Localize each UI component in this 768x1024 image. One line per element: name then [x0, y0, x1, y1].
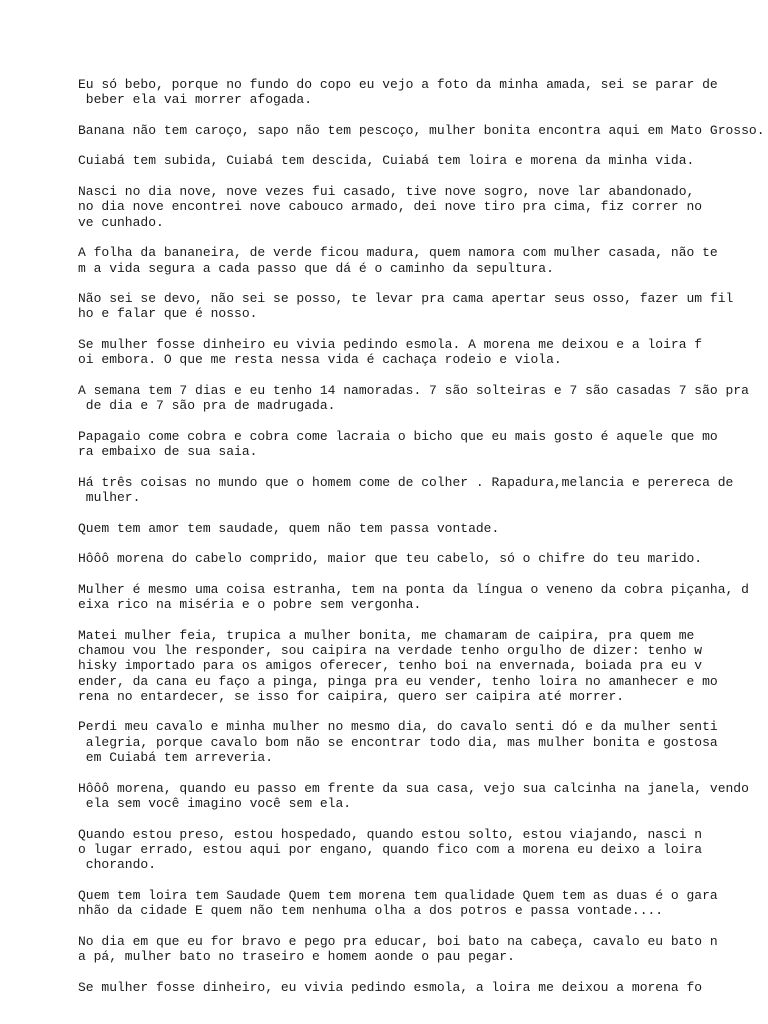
text-line: nhão da cidade E quem não tem nenhuma olha a dos potros e passa vontade....: [78, 903, 664, 919]
text-line: Banana não tem caroço, sapo não tem pescoço, mulher bonita encontra aqui em Mato Grosso.: [78, 122, 765, 138]
text-paragraph: [78, 184, 758, 230]
text-line: chorando.: [78, 857, 157, 873]
text-line: mulher.: [78, 490, 141, 506]
text-line: Quem tem amor tem saudade, quem não tem passa vontade.: [78, 520, 500, 536]
text-line: no dia nove encontrei nove cabouco armado, dei nove tiro pra cima, fiz correr no: [78, 199, 703, 215]
text-line: No dia em que eu for bravo e pego pra educar, boi bato na cabeça, cavalo eu bato n: [78, 933, 718, 949]
text-line: em Cuiabá tem arreveria.: [78, 750, 274, 766]
text-line: ender, da cana eu faço a pinga, pinga pra eu vender, tenho loira no amanhecer e mo: [78, 673, 718, 689]
text-line: Eu só bebo, porque no fundo do copo eu vejo a foto da minha amada, sei se parar de: [78, 77, 718, 92]
text-paragraph: [78, 934, 758, 965]
text-paragraph: [78, 781, 758, 812]
text-paragraph: [78, 827, 758, 873]
text-line: Quando estou preso, estou hospedado, quando estou solto, estou viajando, nasci n: [78, 826, 703, 842]
text-line: Perdi meu cavalo e minha mulher no mesmo dia, do cavalo senti dó e da mulher senti: [78, 719, 718, 735]
text-line: ve cunhado.: [78, 214, 164, 230]
text-paragraph: [78, 291, 758, 322]
document-body: [78, 77, 765, 1010]
text-line: A folha da bananeira, de verde ficou madura, quem namora com mulher casada, não te: [78, 245, 718, 261]
text-line: A semana tem 7 dias e eu tenho 14 namoradas. 7 são solteiras e 7 são casadas 7 são pra: [78, 382, 749, 398]
text-paragraph: [78, 582, 758, 613]
text-line: a pá, mulher bato no traseiro e homem aonde o pau pegar.: [78, 948, 515, 964]
text-line: Matei mulher feia, trupica a mulher bonita, me chamaram de caipira, pra quem me: [78, 627, 695, 643]
text-line: Quem tem loira tem Saudade Quem tem morena tem qualidade Quem tem as duas é o gara: [78, 887, 718, 903]
text-line: oi embora. O que me resta nessa vida é cachaça rodeio e viola.: [78, 352, 562, 368]
text-line: Hôôô morena, quando eu passo em frente da sua casa, vejo sua calcinha na janela, vendo: [78, 780, 749, 796]
text-line: hisky importado para os amigos oferecer, tenho boi na envernada, boiada pra eu v: [78, 658, 703, 674]
text-paragraph: [78, 980, 758, 995]
text-paragraph: [78, 77, 758, 108]
text-line: alegria, porque cavalo bom não se encontrar todo dia, mas mulher bonita e gostosa: [78, 734, 718, 750]
text-line: Papagaio come cobra e cobra come lacraia o bicho que eu mais gosto é aquele que mo: [78, 428, 718, 444]
text-paragraph: [78, 475, 758, 506]
text-paragraph: [78, 383, 758, 414]
text-paragraph: [78, 245, 758, 276]
text-line: Hôôô morena do cabelo comprido, maior que teu cabelo, só o chifre do teu marido.: [78, 551, 703, 567]
text-paragraph: [78, 888, 758, 919]
text-line: Se mulher fosse dinheiro, eu vivia pedindo esmola, a loira me deixou a morena fo: [78, 979, 703, 995]
text-paragraph: [78, 429, 758, 460]
text-line: Cuiabá tem subida, Cuiabá tem descida, Cuiabá tem loira e morena da minha vida.: [78, 153, 695, 169]
text-paragraph: [78, 719, 758, 765]
text-paragraph: [78, 153, 758, 168]
text-line: beber ela vai morrer afogada.: [78, 92, 313, 108]
text-paragraph: [78, 122, 765, 138]
text-line: chamou vou lhe responder, sou caipira na verdade tenho orgulho de dizer: tenho w: [78, 642, 703, 658]
text-line: o lugar errado, estou aqui por engano, quando fico com a morena eu deixo a loira: [78, 841, 703, 857]
text-line: Nasci no dia nove, nove vezes fui casado, tive nove sogro, nove lar abandonado,: [78, 184, 695, 200]
text-paragraph: [78, 628, 758, 704]
text-line: ho e falar que é nosso.: [78, 306, 258, 322]
text-line: Não sei se devo, não sei se posso, te levar pra cama apertar seus osso, fazer um fil: [78, 291, 734, 307]
text-line: eixa rico na miséria e o pobre sem vergonha.: [78, 597, 422, 613]
text-line: rena no entardecer, se isso for caipira, quero ser caipira até morrer.: [78, 688, 625, 704]
text-line: Mulher é mesmo uma coisa estranha, tem na ponta da língua o veneno da cobra piçanha, d: [78, 581, 749, 597]
text-line: Se mulher fosse dinheiro eu vivia pedindo esmola. A morena me deixou e a loira f: [78, 337, 703, 353]
text-line: Há três coisas no mundo que o homem come de colher . Rapadura,melancia e perereca de: [78, 474, 734, 490]
text-paragraph: [78, 521, 758, 536]
text-line: m a vida segura a cada passo que dá é o caminho da sepultura.: [78, 260, 554, 276]
text-line: de dia e 7 são pra de madrugada.: [78, 398, 336, 414]
text-line: ela sem você imagino você sem ela.: [78, 795, 352, 811]
text-line: ra embaixo de sua saia.: [78, 444, 258, 460]
text-paragraph: [78, 551, 758, 566]
text-paragraph: [78, 337, 758, 368]
